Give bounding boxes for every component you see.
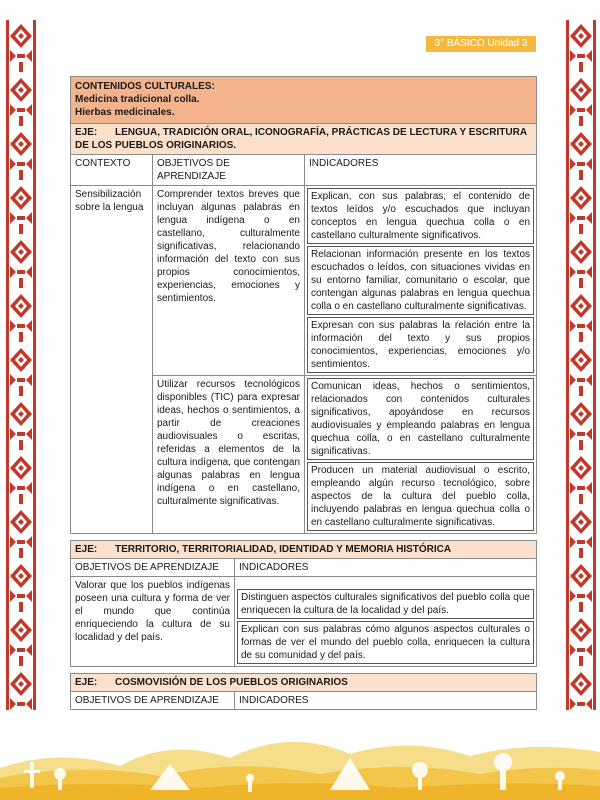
col-objetivos: OBJETIVOS DE APRENDIZAJE xyxy=(153,155,305,186)
col-indicadores: INDICADORES xyxy=(235,559,537,577)
indicador-box: Relacionan información presente en los textos escuchados o leídos, con situaciones vividas en su entorno familiar, comunitario o escolar, que contengan algunas palabras en lengua quechua colla o en castellano culturalmente significativas. xyxy=(307,246,534,315)
eje-label: EJE: xyxy=(75,127,98,138)
indicador-box: Producen un material audiovisual o escrito, empleando algún recurso tecnológico, sobre aspectos de la cultura del pueblo colla, incluyendo palabras en lengua quechua colla o en castellano culturalmente significativas. xyxy=(307,462,534,531)
indicadores-cell xyxy=(235,577,537,667)
col-indicadores: INDICADORES xyxy=(235,692,537,710)
indicador-box: Expresan con sus palabras la relación entre la información del texto y sus propios conocimientos, experiencias, emociones y/o sentimientos. xyxy=(307,317,534,373)
left-decorative-border xyxy=(6,20,36,710)
col-indicadores: INDICADORES xyxy=(305,155,537,186)
col-objetivos: OBJETIVOS DE APRENDIZAJE xyxy=(71,692,235,710)
contenidos-table xyxy=(70,76,537,534)
eje-label: EJE: xyxy=(75,544,98,555)
eje-title: COSMOVISIÓN DE LOS PUEBLOS ORIGINARIOS xyxy=(115,677,348,688)
contenidos-line: Medicina tradicional colla. xyxy=(75,94,200,105)
indicador-box: Explican con sus palabras cómo algunos aspectos culturales o formas de ver el mundo del pueblo colla, enriquecen la cultura de su comunidad y del país. xyxy=(237,621,534,664)
unit-badge: 3° BÁSICO Unidad 3 xyxy=(426,36,536,52)
indicadores-cell xyxy=(305,376,537,534)
indicador-box: Distinguen aspectos culturales significativos del pueblo colla que enriquecen la cultura de la localidad y del país. xyxy=(237,589,534,619)
footer-landscape-illustration xyxy=(0,718,600,800)
objetivo-cell: Valorar que los pueblos indígenas poseen una cultura y forma de ver el mundo que continúa enriqueciendo la cultura de su localidad y del país. xyxy=(71,577,235,667)
eje-1-header xyxy=(71,124,537,155)
col-objetivos: OBJETIVOS DE APRENDIZAJE xyxy=(71,559,235,577)
indicadores-cell xyxy=(305,186,537,376)
indicador-box: Comunican ideas, hechos o sentimientos, relacionados con contenidos culturales significativos, apoyándose en recursos audiovisuales y empleando palabras en lengua quechua colla, o en castellano culturalmente significativas. xyxy=(307,378,534,460)
objetivo-cell: Comprender textos breves que incluyan algunas palabras en lengua indígena o en castellano, culturalmente significativas, relacionando información del texto con sus propios conocimientos, experiencias, emociones y sentimientos. xyxy=(153,186,305,376)
indicador-box: Explican, con sus palabras, el contenido de textos leídos y/o escuchados que incluyan conceptos en lengua quechua colla o en castellano culturalmente significativos. xyxy=(307,188,534,244)
eje-3-header xyxy=(71,674,537,692)
eje-2-table xyxy=(70,540,537,667)
contexto-cell: Sensibilización sobre la lengua xyxy=(71,186,153,534)
eje-label: EJE: xyxy=(75,677,98,688)
right-decorative-border xyxy=(566,20,596,710)
contenidos-culturales xyxy=(71,77,537,124)
eje-title: LENGUA, TRADICIÓN ORAL, ICONOGRAFÍA, PRÁCTICAS DE LECTURA Y ESCRITURA DE LOS PUEBLOS ORIGINARIOS. xyxy=(75,127,527,151)
col-contexto: CONTEXTO xyxy=(71,155,153,186)
contenidos-title: CONTENIDOS CULTURALES: xyxy=(75,81,215,92)
contenidos-line: Hierbas medicinales. xyxy=(75,107,175,118)
eje-3-table xyxy=(70,673,537,710)
objetivo-cell: Utilizar recursos tecnológicos disponibles (TIC) para expresar ideas, hechos o sentimientos, a partir de creaciones audiovisuales o escritas, referidas a elementos de la cultura indígena, que contengan algunas palabras en lengua indígena o en castellano, culturalmente significativas. xyxy=(153,376,305,534)
eje-2-header xyxy=(71,541,537,559)
document-body xyxy=(70,76,536,710)
eje-title: TERRITORIO, TERRITORIALIDAD, IDENTIDAD Y MEMORIA HISTÓRICA xyxy=(115,544,452,555)
